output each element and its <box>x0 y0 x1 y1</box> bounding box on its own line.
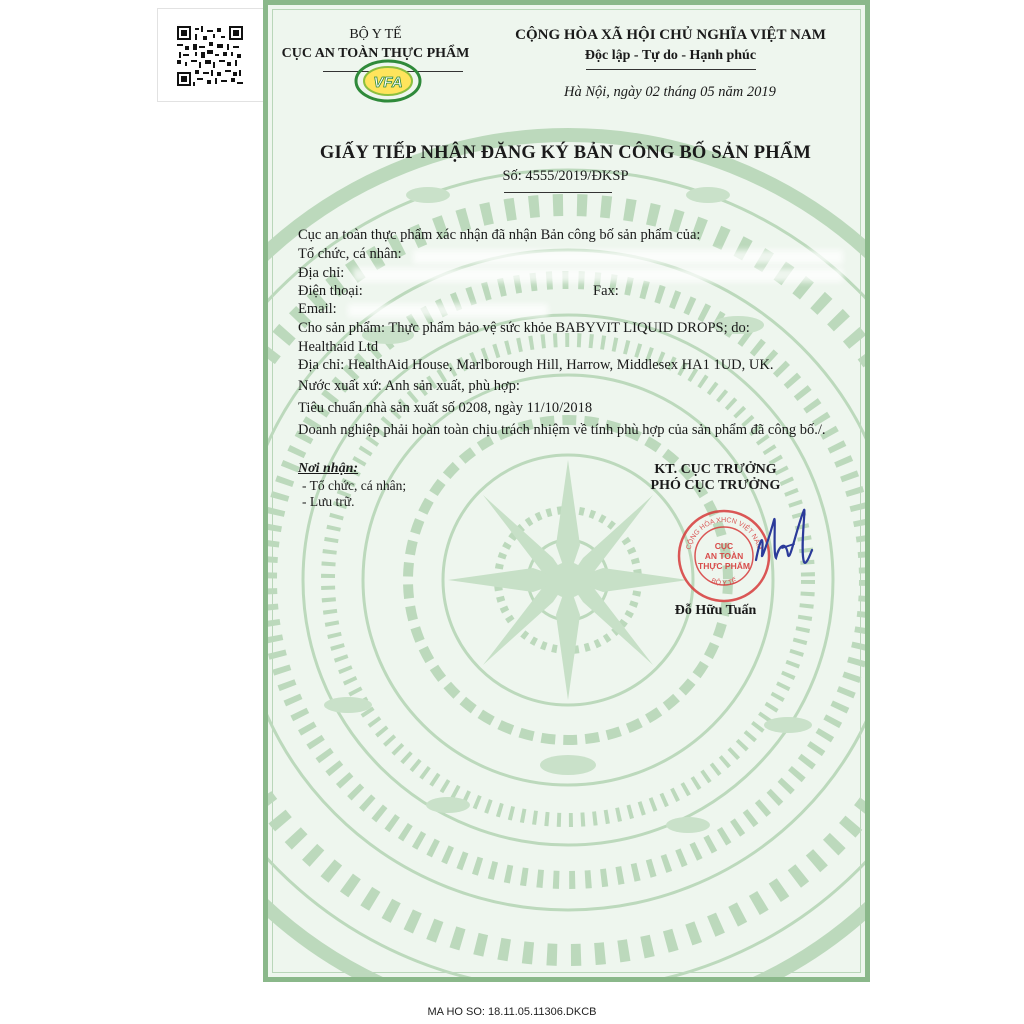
seal-ring-top: CỘNG HÒA XHCN VIỆT NAM <box>685 516 763 551</box>
product-line: Cho sản phẩm: Thực phẩm bảo vệ sức khỏe BABYVIT LIQUID DROPS; do: <box>298 320 750 336</box>
recipient-item: - Lưu trữ. <box>302 494 355 509</box>
qr-code-panel <box>157 8 264 102</box>
manufacturer-address: Địa chỉ: HealthAid House, Marlborough Hill, Harrow, Middlesex HA1 1UD, UK. <box>298 357 774 373</box>
qr-code-icon <box>177 26 243 86</box>
issue-date: Hà Nội, ngày 02 tháng 05 năm 2019 <box>564 84 776 100</box>
email-label: Email: <box>298 301 337 317</box>
signature-position: PHÓ CỤC TRƯỞNG <box>650 478 781 493</box>
signature-on-behalf: KT. CỤC TRƯỞNG <box>654 462 777 477</box>
seal-center-line: THỰC PHẨM <box>698 561 750 571</box>
seal-ring-bottom: BỘ Y TẾ <box>710 577 738 588</box>
certificate-number: Số: 4555/2019/ĐKSP <box>502 168 629 184</box>
svg-text:BỘ Y TẾ <box>710 575 738 588</box>
seal-center-line: AN TOÀN <box>704 551 744 561</box>
redacted-address <box>353 268 843 282</box>
manufacturer-name: Healthaid Ltd <box>298 339 379 355</box>
agency-name: CỤC AN TOÀN THỰC PHẨM <box>281 46 470 61</box>
responsibility-line: Doanh nghiệp phải hoàn toàn chịu trách nhiệm về tính phù hợp của sản phẩm đã công bố./. <box>298 422 826 438</box>
phone-label: Điện thoại: <box>298 283 363 299</box>
republic-name: CỘNG HÒA XÃ HỘI CHỦ NGHĨA VIỆT NAM <box>515 27 826 43</box>
ministry-name: BỘ Y TẾ <box>349 27 402 42</box>
logo-text: VFA <box>373 74 403 91</box>
certificate <box>263 0 870 982</box>
certificate-title: GIẤY TIẾP NHẬN ĐĂNG KÝ BẢN CÔNG BỐ SẢN PHẨM <box>319 143 812 163</box>
recipients-heading: Nơi nhận: <box>298 461 359 476</box>
origin-line: Nước xuất xứ: Anh sản xuất, phù hợp: <box>298 378 520 394</box>
handwritten-signature <box>746 500 826 580</box>
seal-center-line: CỤC <box>714 541 734 551</box>
redacted-email <box>348 304 548 317</box>
intro-line: Cục an toàn thực phẩm xác nhận đã nhận Bản công bố sản phẩm của: <box>298 227 701 243</box>
vfa-logo-icon <box>354 58 422 104</box>
number-underline <box>504 192 612 193</box>
signer-name: Đỗ Hữu Tuấn <box>674 603 757 618</box>
header-right-underline <box>586 69 756 70</box>
file-code-footer: MA HO SO: 18.11.05.11306.DKCB <box>427 1006 597 1018</box>
national-motto: Độc lập - Tự do - Hạnh phúc <box>584 48 757 63</box>
recipient-item: - Tổ chức, cá nhân; <box>302 478 407 493</box>
fax-label: Fax: <box>593 283 619 299</box>
address-label: Địa chỉ: <box>298 265 345 281</box>
standard-line: Tiêu chuẩn nhà sản xuất số 0208, ngày 11/10/2018 <box>298 400 593 416</box>
org-label: Tổ chức, cá nhân: <box>298 246 402 262</box>
redacted-org <box>413 250 843 264</box>
